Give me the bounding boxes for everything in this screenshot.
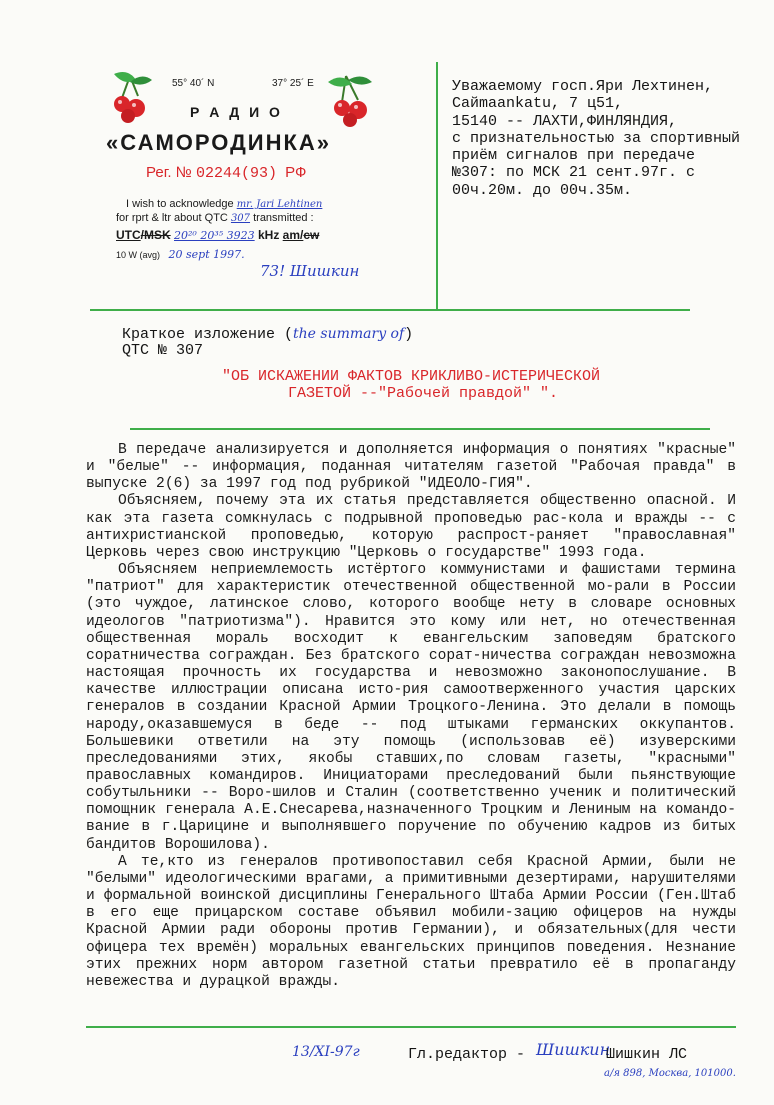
- radio-label: Р А Д И О: [190, 104, 283, 120]
- ack-line: I wish to acknowledge mr. Jari Lehtinen: [126, 198, 323, 210]
- card-signature: 73! Шишкин: [260, 262, 360, 280]
- freq-line: UTC/MSK 20²⁰ 20³⁵ 3923 kHz am/cw: [116, 228, 320, 242]
- time-freq-handwritten: 20²⁰ 20³⁵ 3923: [174, 229, 255, 242]
- body-paragraph: В передаче анализируется и дополняется информация о понятиях "красные" и "белые" -- информация, поданная читателям газетой "Рабочая правда" в выпуске 2(6) за 1997 год под рубрикой "ИДЕОЛО-ГИЯ".: [86, 442, 736, 493]
- address-line: Сайmaankatu, 7 ц51,: [452, 95, 624, 113]
- rowanberry-right-icon: [318, 70, 378, 130]
- summary-title-line2: ГАЗЕТОЙ --"Рабочей правдой" ".: [288, 385, 559, 402]
- body-text: [86, 442, 736, 991]
- coord-north: 55° 40´ N: [172, 78, 215, 89]
- card-bottom-line: [90, 309, 690, 311]
- address-line: 15140 -- ЛАХТИ,ФИНЛЯНДИЯ,: [452, 112, 678, 130]
- footer-signature: Шишкин: [536, 1040, 611, 1059]
- footer-date-handwritten: 13/XI-97г: [292, 1044, 360, 1060]
- address-line: 00ч.20м. до 00ч.35м.: [452, 181, 633, 199]
- address-line: №307: по МСК 21 сент.97г. с: [452, 164, 696, 182]
- registration: [146, 164, 306, 182]
- summary-bottom-line: [130, 428, 710, 430]
- qtc-number-handwritten: 307: [230, 213, 251, 224]
- summary-title-line1: "ОБ ИСКАЖЕНИИ ФАКТОВ КРИКЛИВО-ИСТЕРИЧЕСКОЙ: [222, 368, 601, 385]
- card-date-handwritten: 20 sept 1997.: [168, 248, 245, 261]
- footer-top-line: [86, 1026, 736, 1028]
- reg-label: Рег.: [146, 164, 172, 181]
- reg-number: 02244(93): [195, 165, 277, 182]
- body-paragraph: А те,кто из генералов противопоставил себя Красной Армии, были не "белыми" идеологическими врагами, а примитивными дезертирами, нарушителями и формальной воинской дисциплины Генерального Штаба Армии России (Ген.Штаб в его еще прицарском составе объявил мобили-зацию офицеров на нужды Красной Армии ради обороны против Германии), и обязательных(для чести офицера тех времён) моральных евангельских принципов поведения. Незнание этих прежних норм автором газетной статьи превратило её в пропаганду невежества и дурацкой вражды.: [86, 853, 736, 990]
- station-name: «САМОРОДИНКА»: [106, 130, 332, 155]
- summary-heading: Краткое изложение (the summary of): [122, 326, 414, 343]
- card-vertical-divider: [436, 62, 438, 310]
- rowanberry-left-icon: [100, 68, 160, 128]
- summary-handwritten: the summary of: [293, 326, 405, 342]
- editor-label: Гл.редактор -: [408, 1046, 526, 1063]
- reg-number-icon: №: [175, 164, 192, 181]
- address-line: Уважаемому госп.Яри Лехтинен,: [452, 78, 714, 95]
- ack-name: mr. Jari Lehtinen: [236, 199, 323, 210]
- editor-name: Шишкин ЛС: [606, 1046, 688, 1063]
- power-line: 10 W (avg) 20 sept 1997.: [116, 248, 245, 261]
- for-line: for rprt & ltr about QTC 307 transmitted :: [116, 212, 314, 224]
- reg-suffix: РФ: [285, 164, 307, 181]
- footer-address-handwritten: а/я 898, Москва, 101000.: [604, 1068, 736, 1079]
- address-line: с признательностью за спортивный: [452, 129, 741, 147]
- body-paragraph: Объясняем, почему эта их статья представляется общественно опасной. И как эта газета сомкнулась с подрывной проповедью рас-кола и вражды -- с антихристианской проповедью, которую распрост-раняет "православная" Церковь через свою инструкцию "Церковь о государстве" 1993 года.: [86, 493, 736, 561]
- coord-east: 37° 25´ E: [272, 78, 314, 89]
- address-line: приём сигналов при передаче: [452, 147, 696, 165]
- body-paragraph: Объясняем неприемлемость истёртого коммунистами и фашистами термина "патриот" для характеристик отечественной общественной мо-рали в России (это чуждое, латинское слово, которого вообще нету в словаре основных идеологов "патриотизма"). Нравится это кому или нет, но отечественная общественная мораль восходит к евангельским заповедям братского соратничества сограждан. Без братского сорат-ничества сограждан невозможна настоящая прочность их государства и невозможно законопослушание. В качестве иллюстрации описана исто-рия самоотверженного участия царских генералов в создании Красной Армии Троцкого-Ленина. Это делали в помощь народу,оказавшемуся в беде -- под штыками германских оккупантов. Большевики ответили на эту помощь (использовав её) изуверскими преследованиями этих, якобы ставших,по словам газеты, "красными" православных командиров. Инициаторами преследований были пьянствующие собутыльники -- Воро-шилов и Сталин (соответственно ученик и политический помощник генерала А.Е.Снесарева,назначенного Троцким и Лениным на командо-вание в г.Царицине и выполнявшего поручение по обучению кадров из битых бандитов Ворошилова).: [86, 562, 736, 853]
- address-block: [452, 78, 772, 199]
- summary-qtc: QTC № 307: [122, 342, 204, 359]
